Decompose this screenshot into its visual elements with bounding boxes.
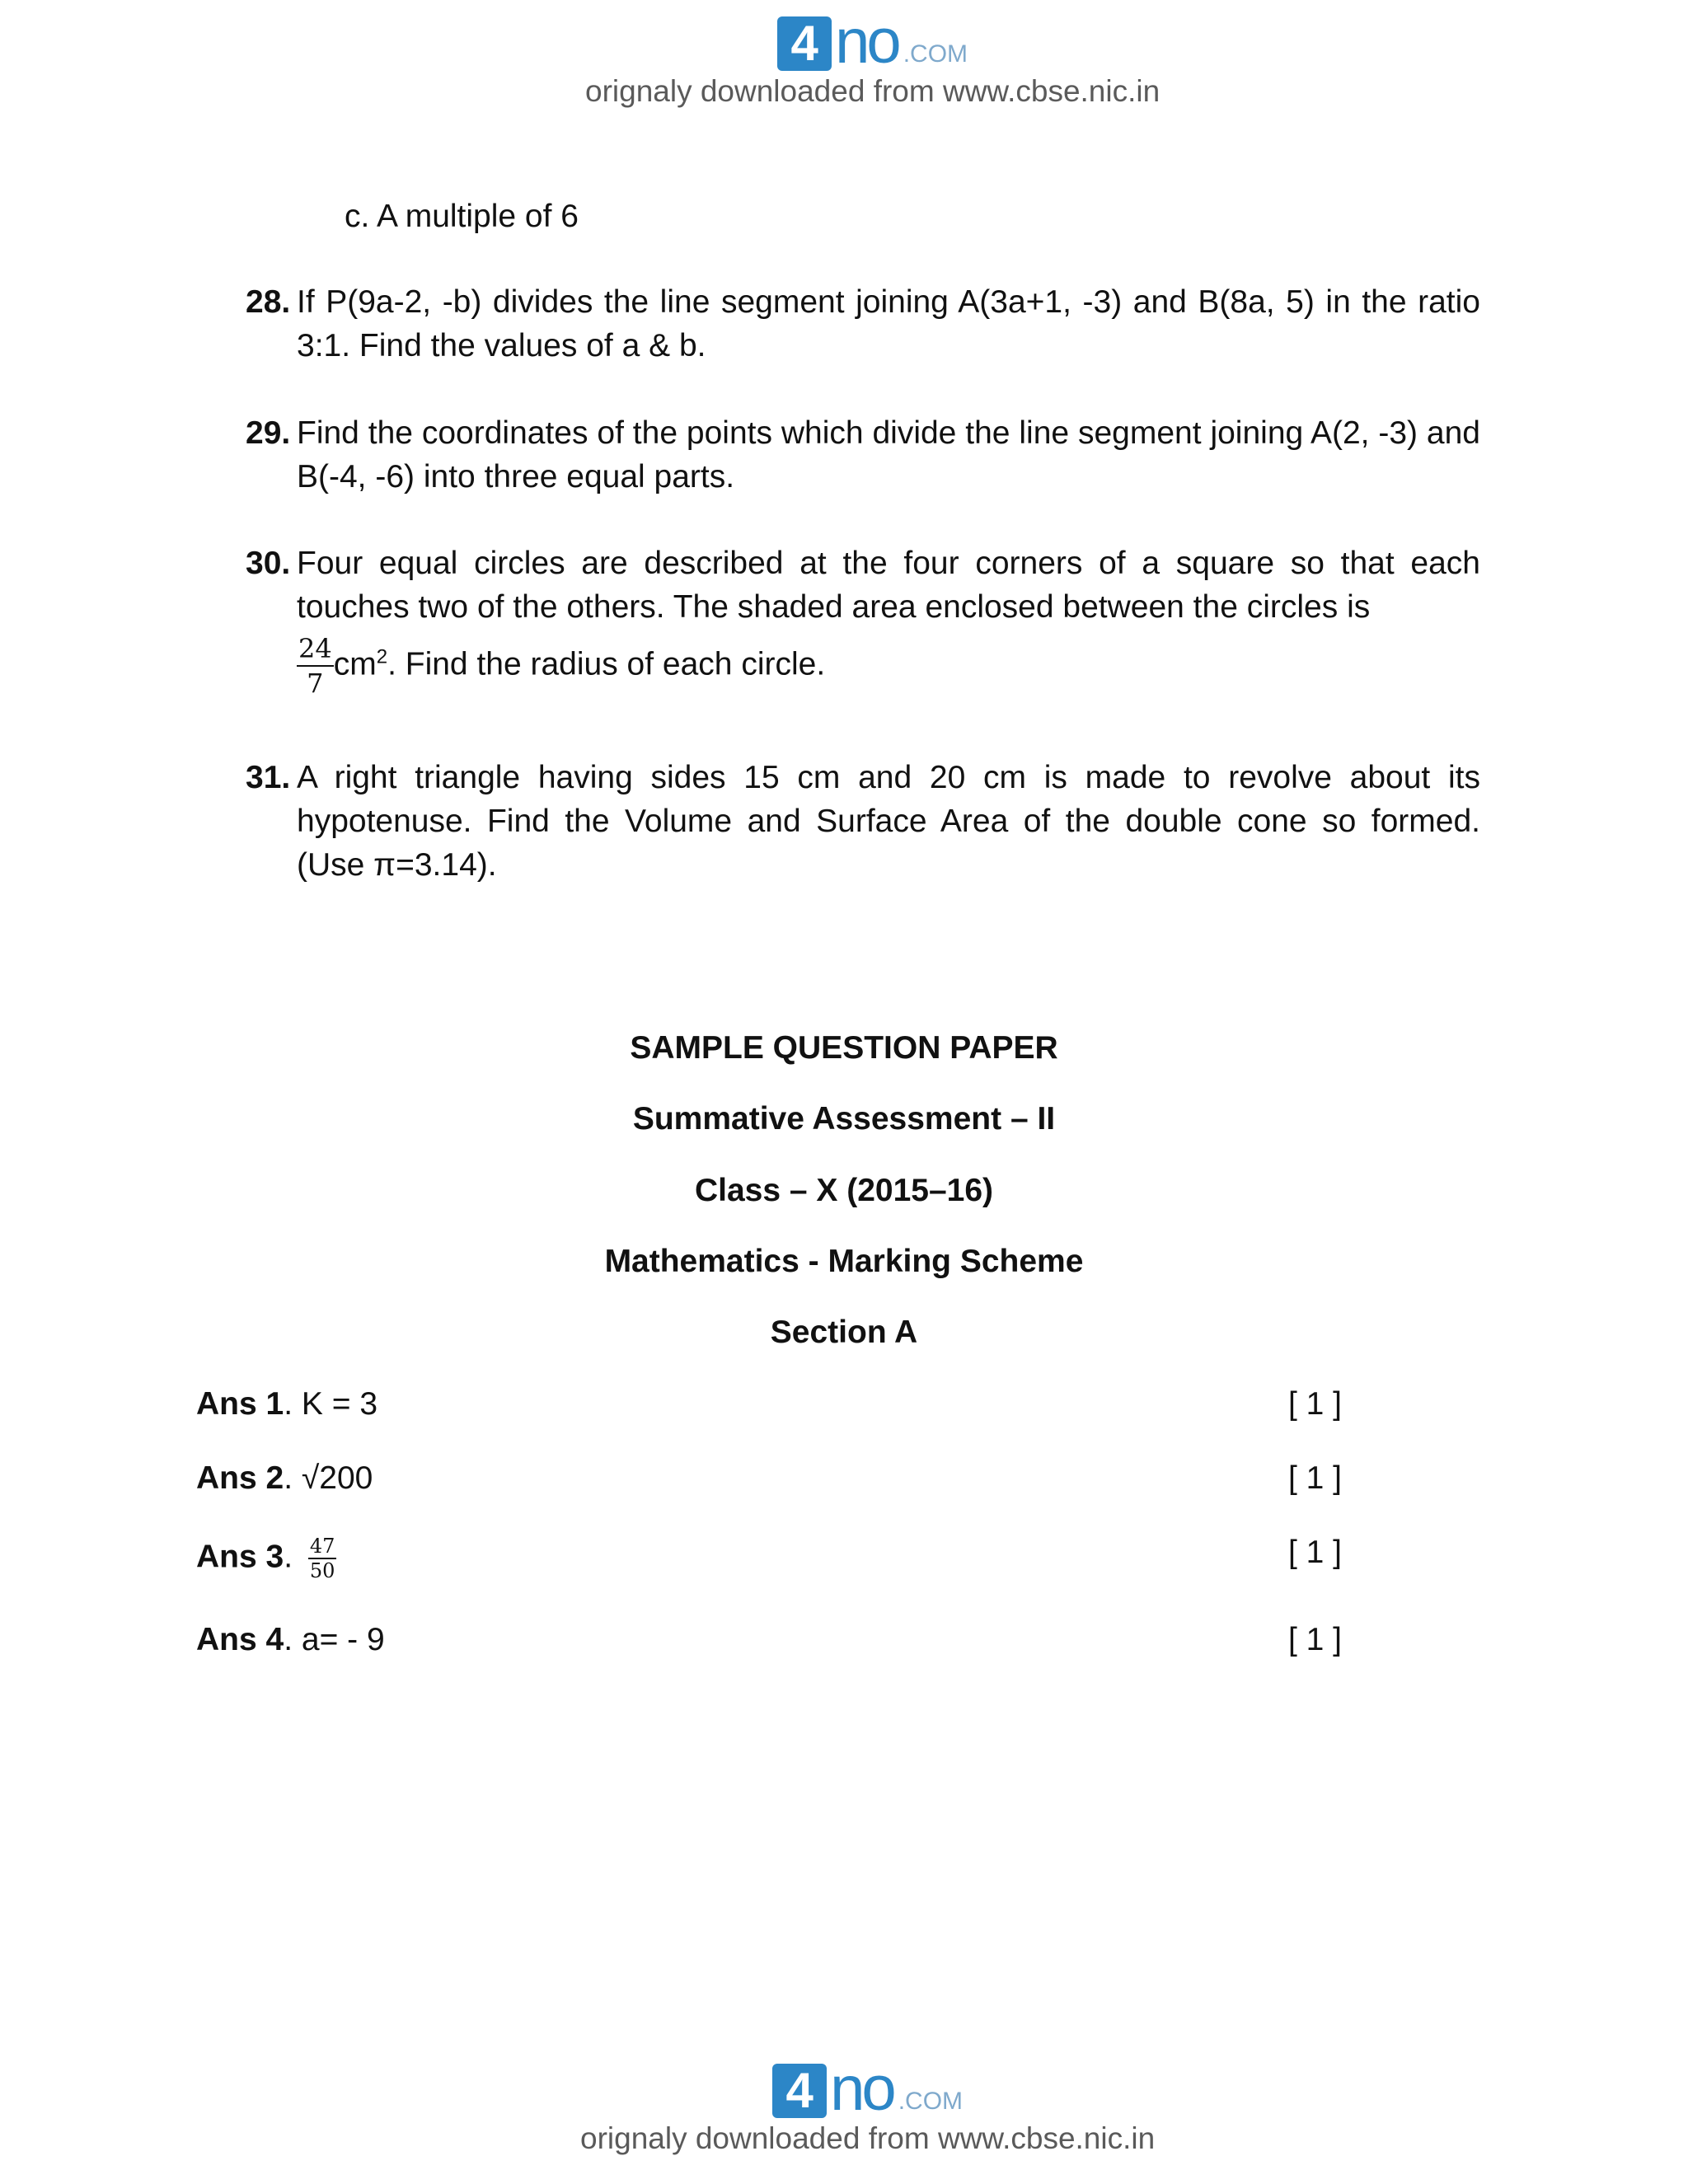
- answer-value: . √200: [284, 1460, 373, 1496]
- logo-mark: [777, 5, 968, 77]
- question-number: 31.: [246, 760, 291, 795]
- answer-mark: [ 1 ]: [1287, 1386, 1342, 1422]
- fraction: [297, 632, 334, 700]
- answer-mark: [ 1 ]: [1287, 1460, 1342, 1496]
- question-text: A right triangle having sides 15 cm and 20 cm is made to revolve about its hypotenuse. Find the Volume and Surface Area of the double cone so formed. (Use π=3.14).: [297, 760, 1480, 883]
- question-text: Find the coordinates of the points which divide the line segment joining A(2, -3) and B(-4, -6) into three equal parts.: [297, 415, 1480, 494]
- fraction-numerator: 24: [297, 632, 334, 667]
- answer-row: [196, 1386, 1342, 1436]
- answer-label: Ans 3: [196, 1539, 284, 1575]
- question-28: [246, 280, 1480, 368]
- unit: cm: [333, 646, 377, 682]
- logo-wordmark: no: [830, 2054, 893, 2124]
- fraction-denominator: 50: [309, 1559, 335, 1582]
- question-29: [246, 411, 1480, 499]
- option-c: [345, 194, 921, 238]
- subject-title: Mathematics - Marking Scheme: [604, 1244, 1084, 1279]
- logo-domain: .COM: [903, 40, 968, 68]
- unit-exponent: 2: [376, 645, 388, 668]
- question-30: [246, 541, 1480, 700]
- logo-mark: [772, 2052, 964, 2124]
- logo-caption: orignaly downloaded from www.cbse.nic.in: [580, 2121, 1156, 2155]
- question-30-tail: . Find the radius of each circle.: [387, 646, 826, 682]
- logo-badge: 4: [777, 16, 832, 71]
- question-31: [246, 756, 1480, 887]
- section-title: Section A: [770, 1315, 918, 1350]
- footer-logo: [580, 2052, 1155, 2156]
- answer-label: Ans 4: [196, 1622, 284, 1657]
- logo-badge: 4: [772, 2064, 827, 2118]
- question-number: 30.: [246, 546, 291, 581]
- answer-row: [196, 1460, 1342, 1510]
- class-title: Class – X (2015–16): [694, 1173, 994, 1208]
- question-number: 28.: [246, 284, 291, 320]
- answer-value: . a= - 9: [284, 1622, 385, 1657]
- paper-title: SAMPLE QUESTION PAPER: [630, 1030, 1058, 1066]
- assessment-title: Summative Assessment – II: [632, 1101, 1056, 1137]
- logo-caption: orignaly downloaded from www.cbse.nic.in: [585, 74, 1160, 108]
- answer-mark: [ 1 ]: [1287, 1535, 1342, 1570]
- question-text: Four equal circles are described at the four corners of a square so that each touches two of the others. The shaded area enclosed between the circles is: [297, 546, 1480, 625]
- answer-row: [196, 1622, 1342, 1671]
- answer-value: .: [284, 1539, 293, 1575]
- answer-label: Ans 1: [196, 1386, 284, 1422]
- header-logo: [585, 5, 1160, 109]
- logo-domain: .COM: [898, 2088, 964, 2115]
- answer-mark: [ 1 ]: [1287, 1622, 1342, 1657]
- answer-value: . K = 3: [284, 1386, 378, 1422]
- question-30-answer-line: [246, 632, 1480, 700]
- fraction: [308, 1535, 337, 1582]
- fraction-numerator: 47: [309, 1535, 335, 1558]
- fraction-denominator: 7: [307, 668, 324, 699]
- logo-wordmark: no: [835, 7, 898, 77]
- answer-row: [196, 1535, 1342, 1584]
- answer-label: Ans 2: [196, 1460, 284, 1496]
- option-c-text: c. A multiple of 6: [345, 199, 579, 234]
- question-number: 29.: [246, 415, 291, 451]
- question-text: If P(9a-2, -b) divides the line segment joining A(3a+1, -3) and B(8a, 5) in the ratio 3:1. Find the values of a & b.: [297, 284, 1480, 363]
